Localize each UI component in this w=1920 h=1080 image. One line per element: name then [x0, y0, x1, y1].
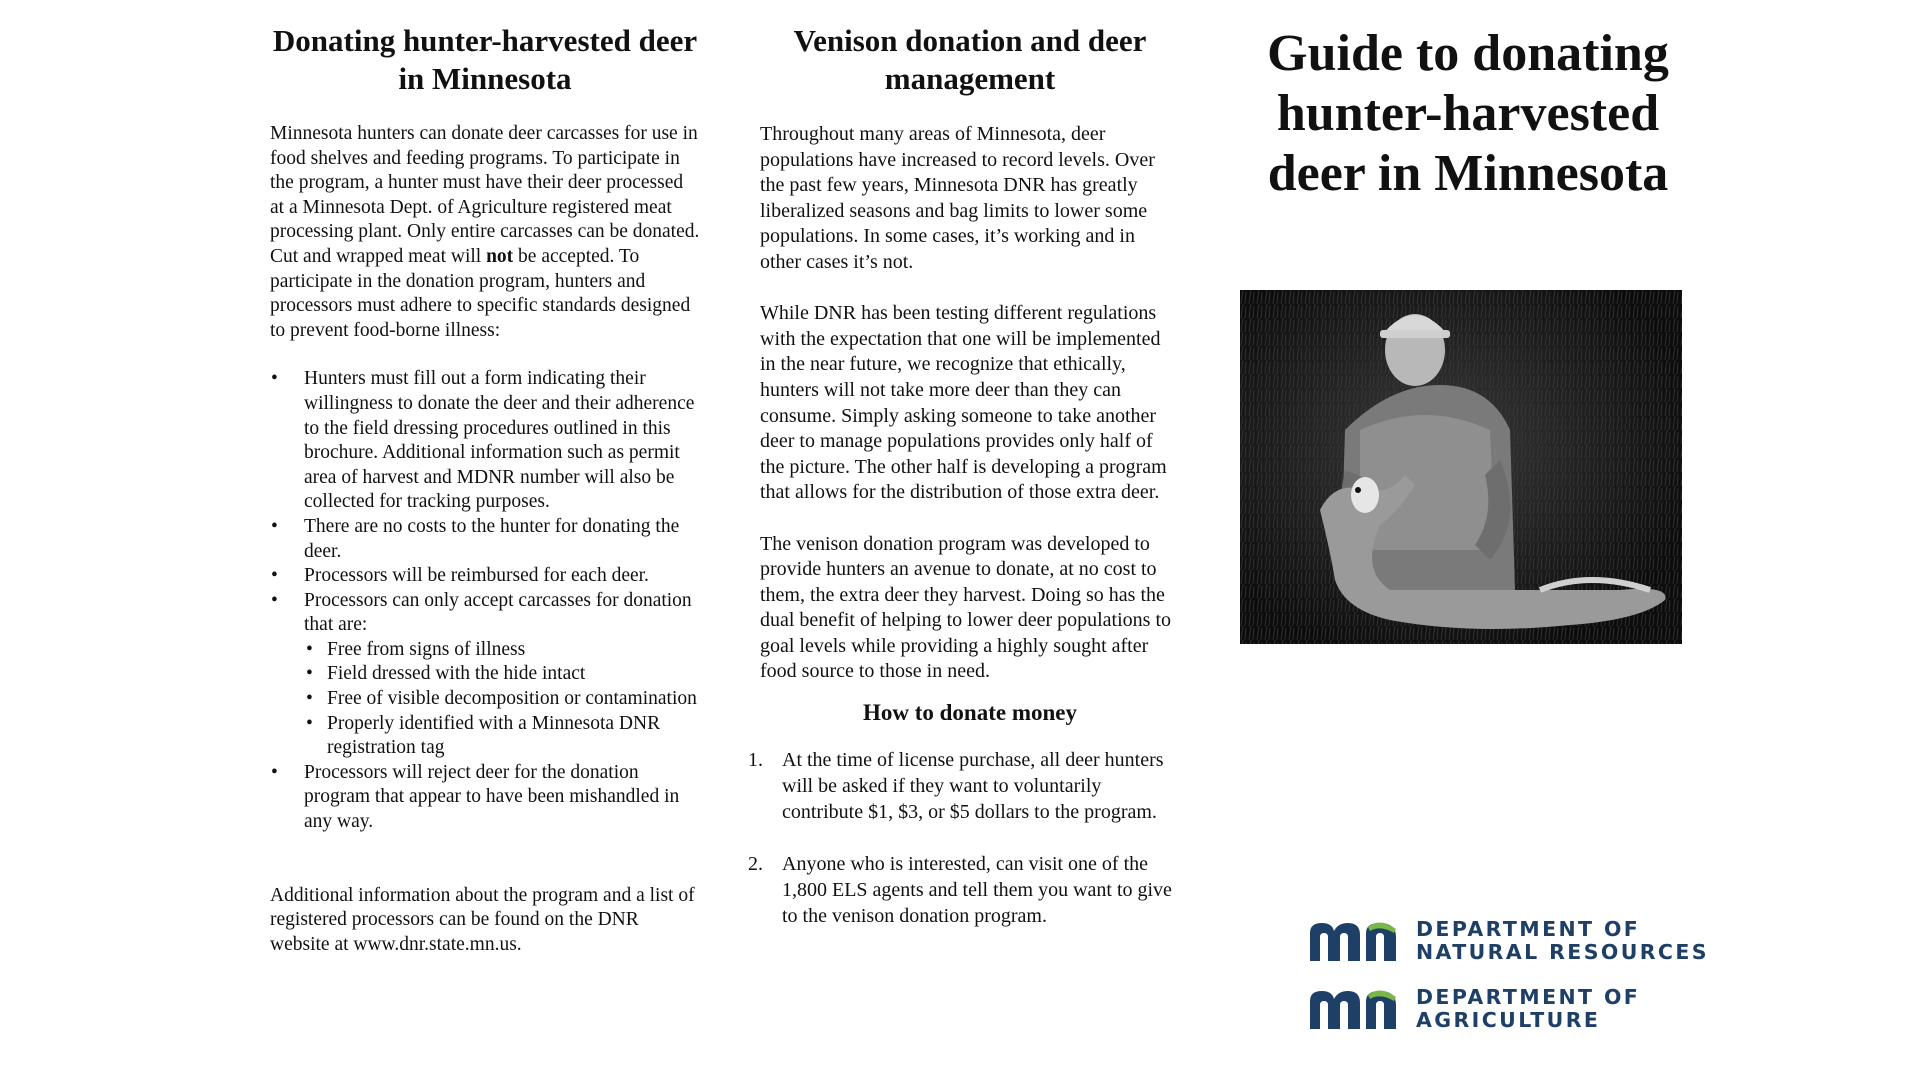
carcass-conditions-list — [270, 638, 700, 761]
agriculture-logo-line2: AGRICULTURE — [1416, 1008, 1601, 1032]
paragraph: While DNR has been testing different regulations with the expectation that one will be implemented in the near future, we recognize that ethically, hunters will not take more deer than they can consume. Simply asking someone to take another deer to manage populations provides only half of the picture. The other half is developing a program that allows for the distribution of those extra deer. — [760, 302, 1167, 504]
standards-list — [270, 367, 700, 834]
intro-paragraph — [270, 122, 700, 343]
left-heading: Donating hunter-harvested deer in Minnesota — [272, 23, 698, 96]
paragraph: The venison donation program was developed to provide hunters an avenue to donate, at no cost to them, the extra deer they harvest. Doing so has the dual benefit of helping to lower deer populations to goal levels while providing a highly sought after food source to those in need. — [760, 532, 1172, 683]
donate-money-heading: How to donate money — [862, 700, 1078, 726]
agriculture-logo — [1306, 986, 1640, 1032]
step-text: At the time of license purchase, all deer hunters will be asked if they want to voluntarily contribute $1, $3, or $5 dollars to the program. — [782, 749, 1164, 824]
intro-bold-not: not — [486, 245, 514, 267]
intro-text-2: be accepted. To participate in the donation program, hunters and processors must adhere to specific standards designed to prevent food-borne illness: — [270, 245, 691, 341]
list-item: • Processors will be reimbursed for each deer. — [270, 564, 700, 589]
mn-logo-mark-icon — [1306, 987, 1402, 1031]
list-item — [748, 851, 1180, 929]
step-number: 1. — [748, 749, 763, 772]
right-column — [1238, 22, 1698, 204]
dnr-logo-line2: NATURAL RESOURCES — [1416, 940, 1709, 964]
dnr-logo — [1306, 918, 1709, 964]
hunter-with-deer-photo — [1240, 290, 1682, 644]
dnr-logo-line1: DEPARTMENT OF — [1416, 917, 1641, 941]
list-item: • Free of visible decomposition or contamination — [270, 687, 700, 712]
paragraph: Throughout many areas of Minnesota, deer populations have increased to record levels. Over the past few years, Minnesota DNR has greatly liberalized seasons and bag limits to lower some populations. In some cases, it’s working and in other cases it’s not. — [760, 123, 1155, 273]
mn-logo-mark-icon — [1306, 919, 1402, 963]
list-item: • Free from signs of illness — [270, 638, 700, 663]
middle-heading: Venison donation and deer management — [793, 23, 1147, 96]
list-item: • Processors will reject deer for the donation program that appear to have been mishandled in any way. — [270, 761, 700, 835]
list-item-text: Processors can only accept carcasses for donation that are: — [304, 589, 692, 636]
agriculture-logo-line1: DEPARTMENT OF — [1416, 985, 1641, 1009]
list-item: • Field dressed with the hide intact — [270, 662, 700, 687]
donate-steps-list — [748, 747, 1180, 929]
list-item: • Hunters must fill out a form indicating their willingness to donate the deer and their adherence to the field dressing procedures outlined in this brochure. Additional information such as permit area of harvest and MDNR number will also be collected for tracking purposes. — [270, 367, 700, 515]
step-text: Anyone who is interested, can visit one of the 1,800 ELS agents and tell them you want to give to the venison donation program. — [782, 853, 1172, 928]
step-number: 2. — [748, 853, 763, 876]
middle-column — [748, 22, 1180, 929]
brochure-title: Guide to donating hunter-harvested deer in Minnesota — [1267, 25, 1669, 202]
left-footer: Additional information about the program and a list of registered processors can be found on the DNR website at www.dnr.state.mn.us. — [270, 884, 695, 955]
list-item — [270, 589, 700, 761]
list-item — [748, 747, 1180, 825]
left-column — [270, 22, 700, 957]
intro-text-1: Minnesota hunters can donate deer carcasses for use in food shelves and feeding programs. To participate in the program, a hunter must have their deer processed at a Minnesota Dept. of Agriculture registered meat processing plant. Only entire carcasses can be donated. Cut and wrapped meat will — [270, 123, 700, 267]
list-item: • There are no costs to the hunter for donating the deer. — [270, 515, 700, 564]
list-item: • Properly identified with a Minnesota DNR registration tag — [270, 712, 700, 761]
